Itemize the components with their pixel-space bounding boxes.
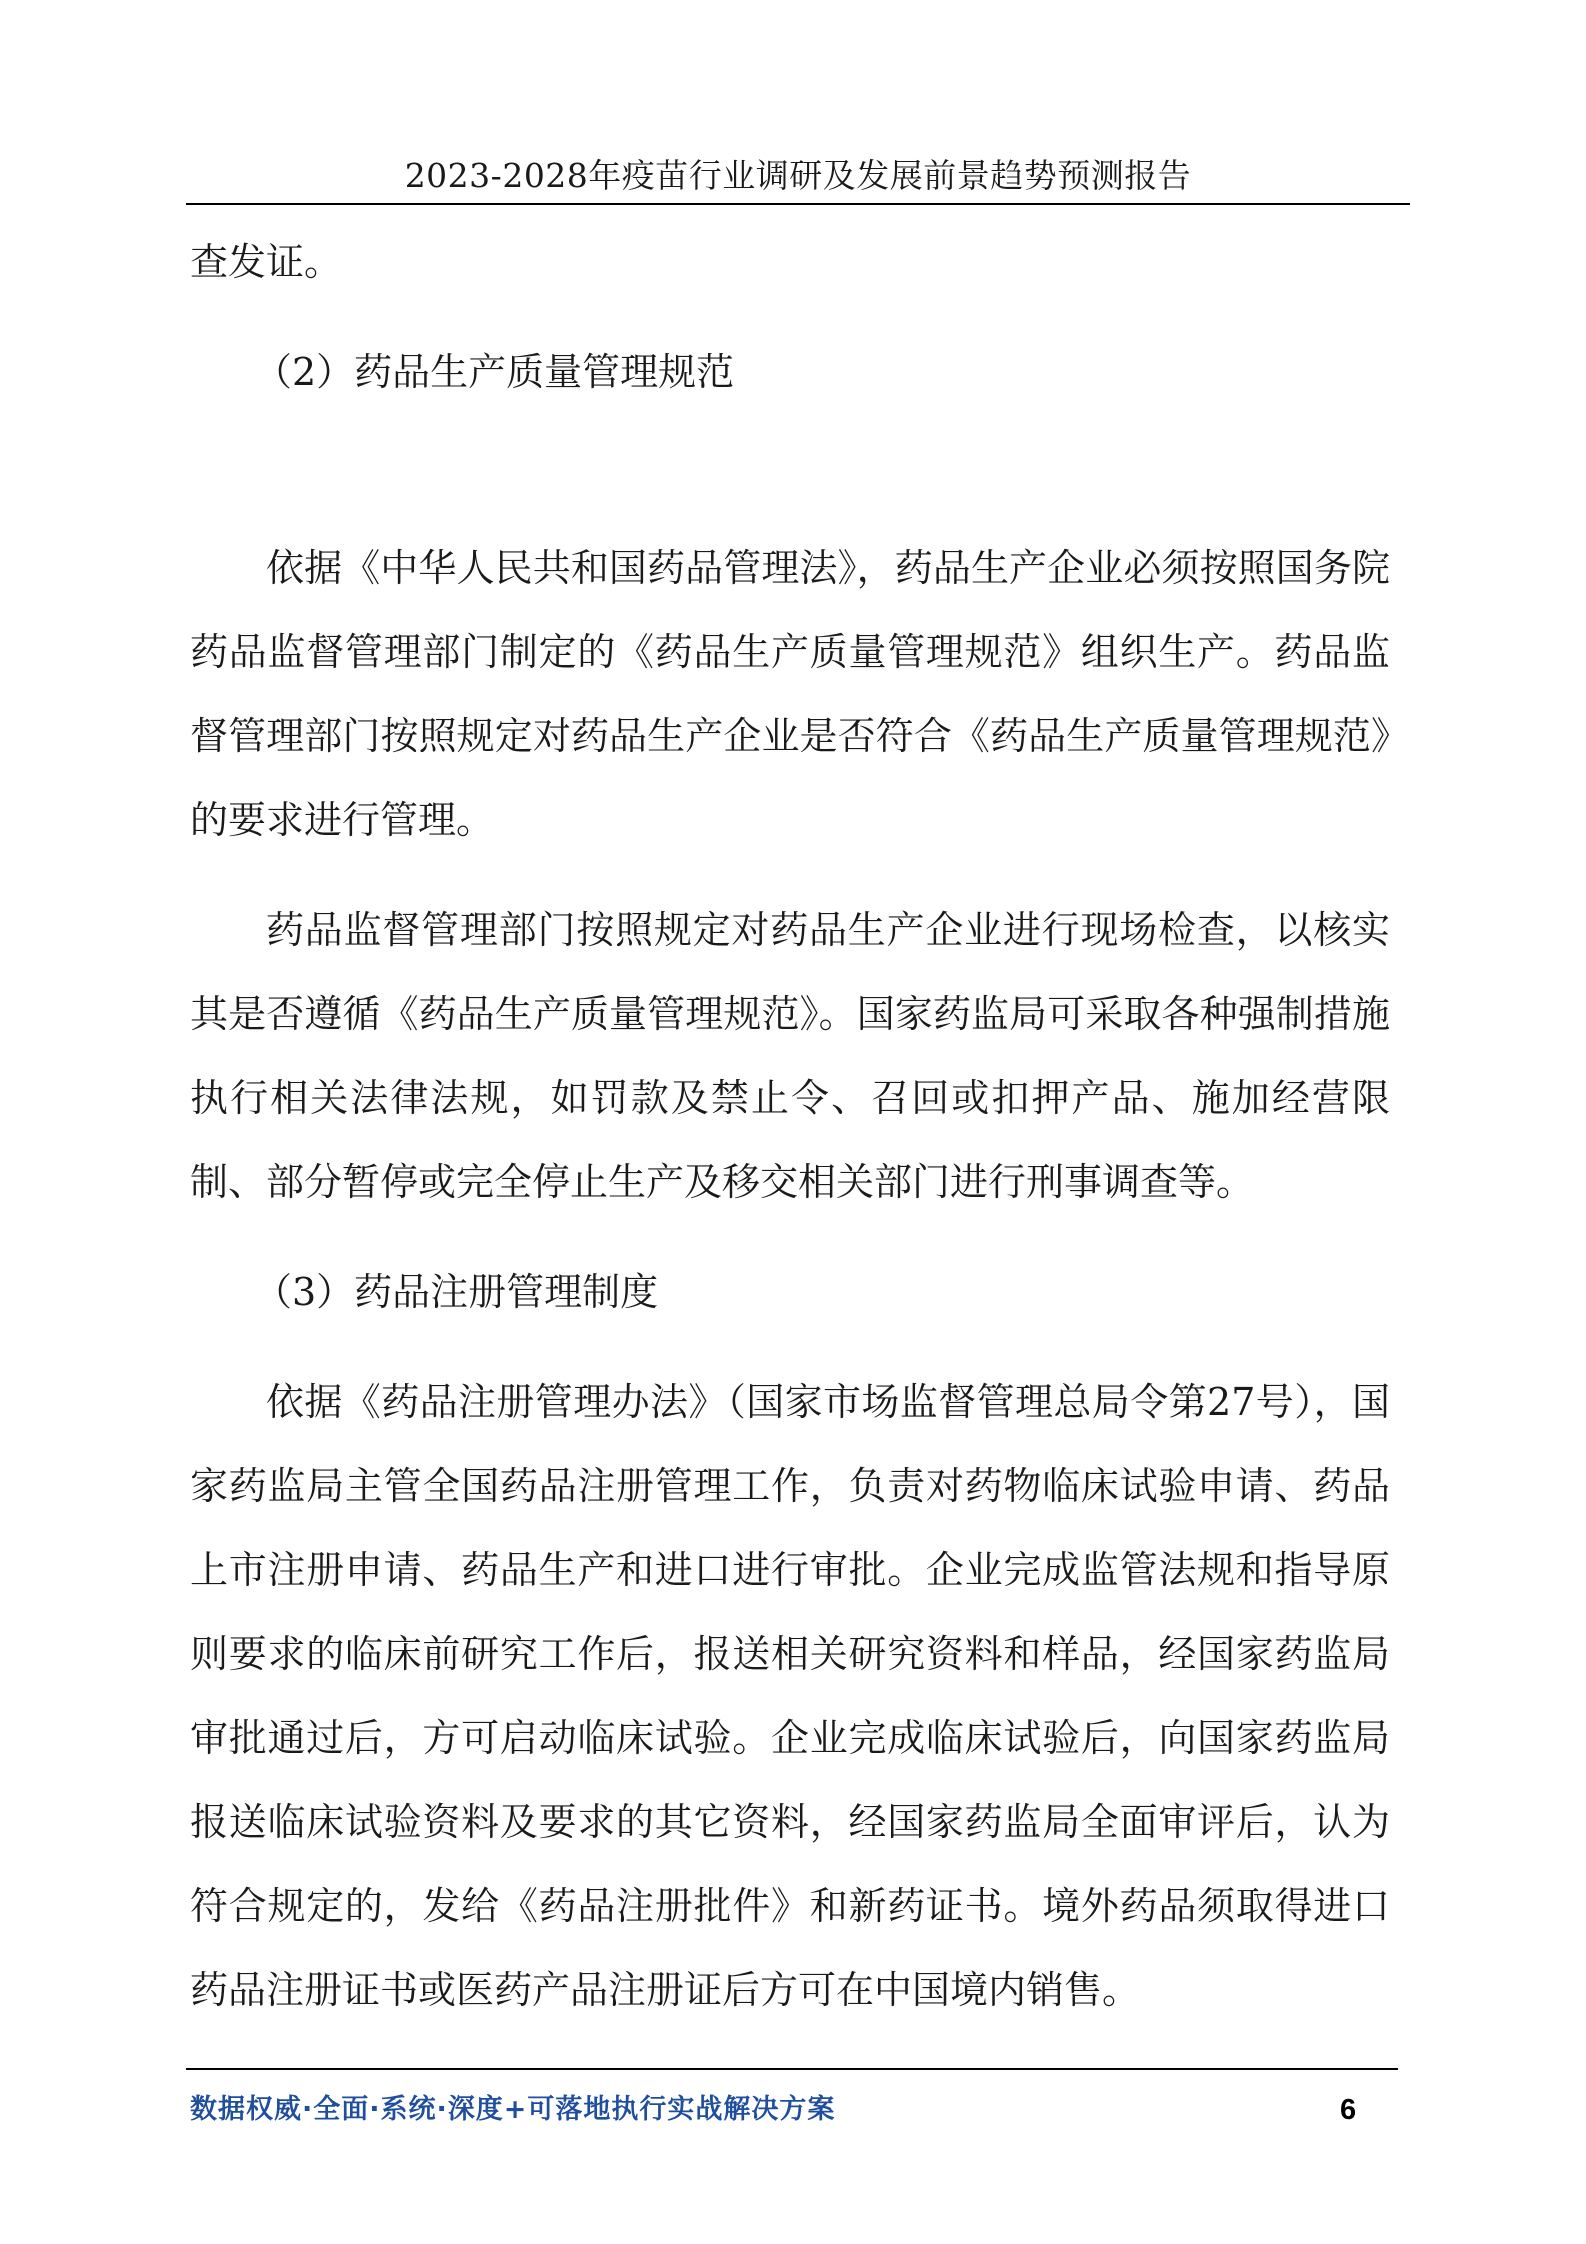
section-heading-registration: （3）药品注册管理制度 bbox=[254, 1270, 659, 1314]
footer-slogan: 数据权威·全面·系统·深度+可落地执行实战解决方案 bbox=[190, 2094, 836, 2125]
paragraph-gmp-inspection: 药品监督管理部门按照规定对药品生产企业进行现场检查，以核实其是否遵循《药品生产质量管理规范》。国家药监局可采取各种强制措施执行相关法律法规，如罚款及禁止令、召回或扣押产品、施加经营限制、部分暂停或完全停止生产及移交相关部门进行刑事调查等。 bbox=[190, 908, 1390, 1204]
paragraph-registration: 依据《药品注册管理办法》（国家市场监督管理总局令第27号），国家药监局主管全国药品注册管理工作，负责对药物临床试验申请、药品上市注册申请、药品生产和进口进行审批。企业完成监管法规和指导原则要求的临床前研究工作后，报送相关研究资料和样品，经国家药监局审批通过后，方可启动临床试验。企业完成临床试验后，向国家药监局报送临床试验资料及要求的其它资料，经国家药监局全面审评后，认为符合规定的，发给《药品注册批件》和新药证书。境外药品须取得进口药品注册证书或医药产品注册证后方可在中国境内销售。 bbox=[190, 1380, 1390, 2012]
spacer bbox=[190, 862, 1390, 888]
spacer bbox=[190, 414, 1390, 526]
section-heading-gmp: （2）药品生产质量管理规范 bbox=[254, 350, 735, 394]
paragraph-continuation: 查发证。 bbox=[190, 240, 343, 284]
spacer bbox=[190, 1334, 1390, 1360]
spacer bbox=[190, 304, 1390, 330]
paragraph-gmp-basis: 依据《中华人民共和国药品管理法》，药品生产企业必须按照国务院药品监督管理部门制定的《药品生产质量管理规范》组织生产。药品监督管理部门按照规定对药品生产企业是否符合《药品生产质量管理规范》的要求进行管理。 bbox=[190, 546, 1390, 842]
footer-divider bbox=[186, 2068, 1398, 2070]
page-number: 6 bbox=[1340, 2094, 1357, 2126]
page-header-title: 2023-2028年疫苗行业调研及发展前景趋势预测报告 bbox=[404, 156, 1192, 195]
spacer bbox=[190, 1224, 1390, 1250]
page-body bbox=[190, 220, 1390, 2032]
header-divider bbox=[186, 203, 1410, 205]
